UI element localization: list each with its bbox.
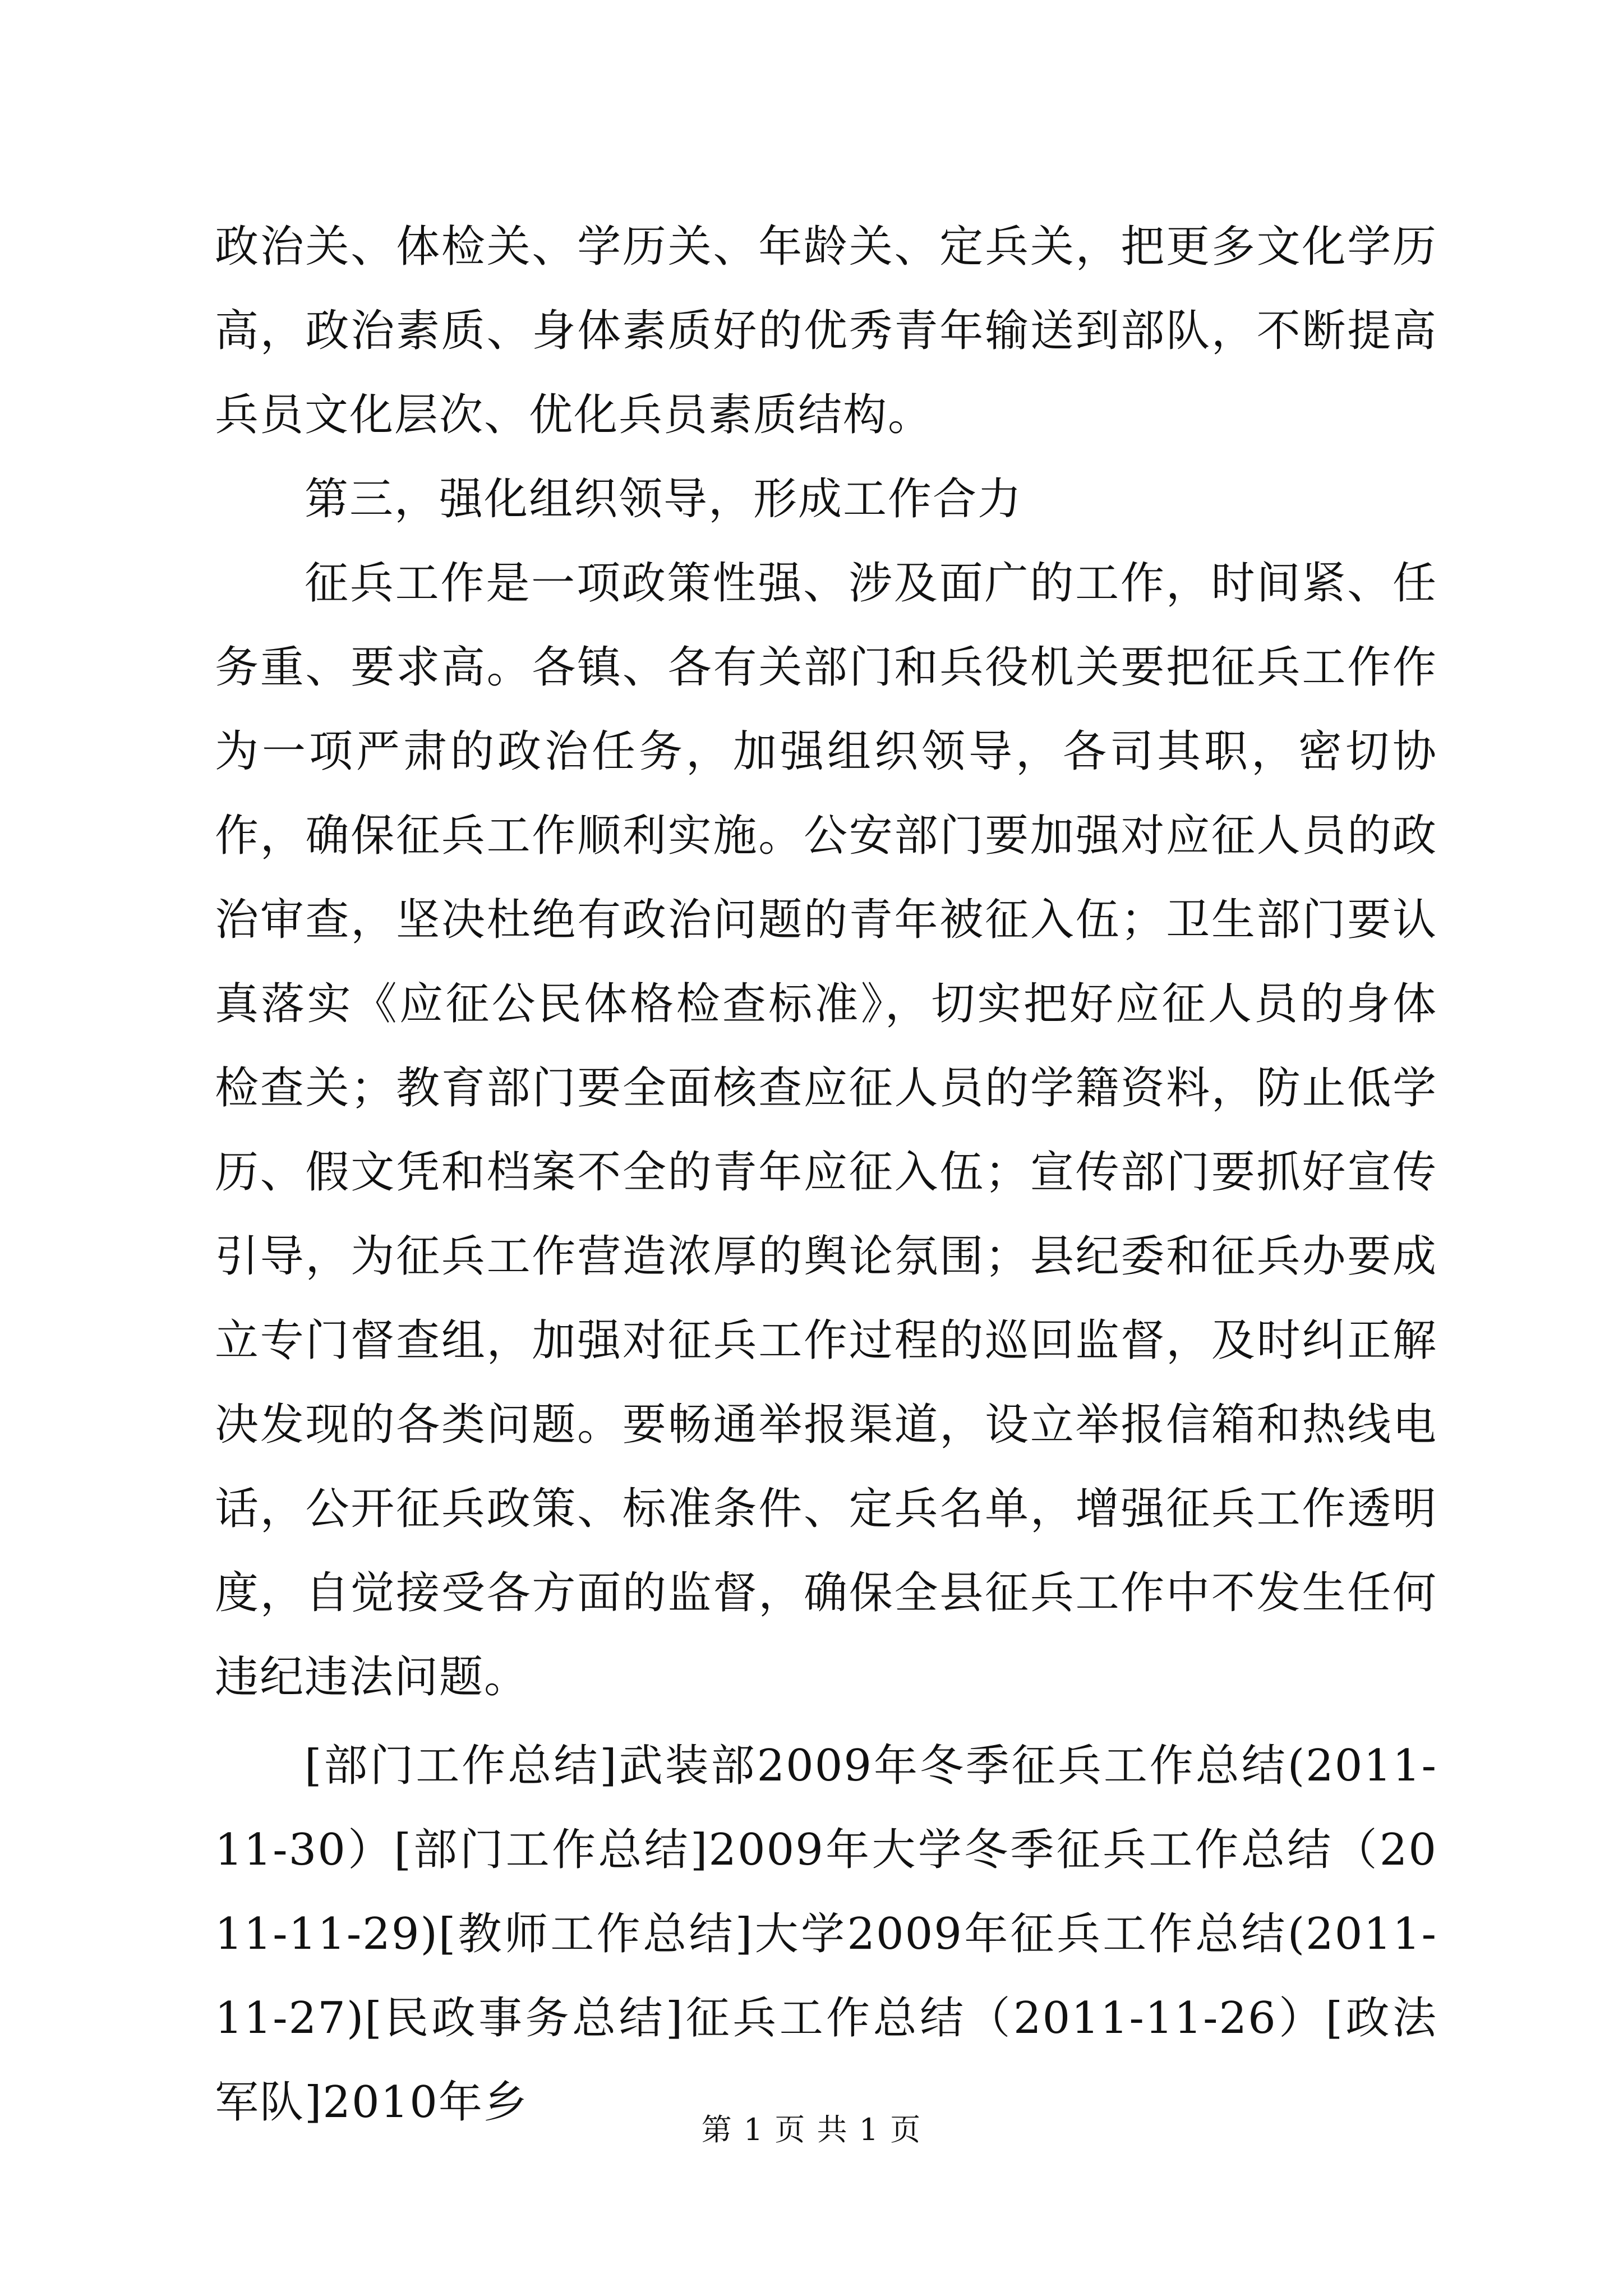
paragraph-continuation: 政治关、体检关、学历关、年龄关、定兵关，把更多文化学历高，政治素质、身体素质好的优秀青年输送到部队，不断提高兵员文化层次、优化兵员素质结构。 [215, 222, 1437, 440]
page-footer: 第 1 页 共 1 页 [701, 2112, 922, 2147]
paragraph-main: 征兵工作是一项政策性强、涉及面广的工作，时间紧、任务重、要求高。各镇、各有关部门和兵役机关要把征兵工作作为一项严肃的政治任务，加强组织领导，各司其职，密切协作，确保征兵工作顺利实施。公安部门要加强对应征人员的政治审查，坚决杜绝有政治问题的青年被征入伍；卫生部门要认真落实《应征公民体格检查标准》，切实把好应征人员的身体检查关；教育部门要全面核查应征人员的学籍资料，防止低学历、假文凭和档案不全的青年应征入伍；宣传部门要抓好宣传引导，为征兵工作营造浓厚的舆论氛围；县纪委和征兵办要成立专门督查组，加强对征兵工作过程的巡回监督，及时纠正解决发现的各类问题。要畅通举报渠道，设立举报信箱和热线电话，公开征兵政策、标准条件、定兵名单，增强征兵工作透明度，自觉接受各方面的监督，确保全县征兵工作中不发生任何违纪违法问题。 [215, 558, 1437, 1703]
section-heading: 第三，强化组织领导，形成工作合力 [305, 474, 1023, 524]
document-body [215, 205, 1437, 2145]
related-links-paragraph: [部门工作总结]武装部2009年冬季征兵工作总结(2011-11-30）[部门工作总结]2009年大学冬季征兵工作总结（2011-11-29)[教师工作总结]大学2009年征兵工作总结(2011-11-27)[民政事务总结]征兵工作总结（2011-11-26）[政法军队]2010年乡 [215, 1741, 1437, 2128]
